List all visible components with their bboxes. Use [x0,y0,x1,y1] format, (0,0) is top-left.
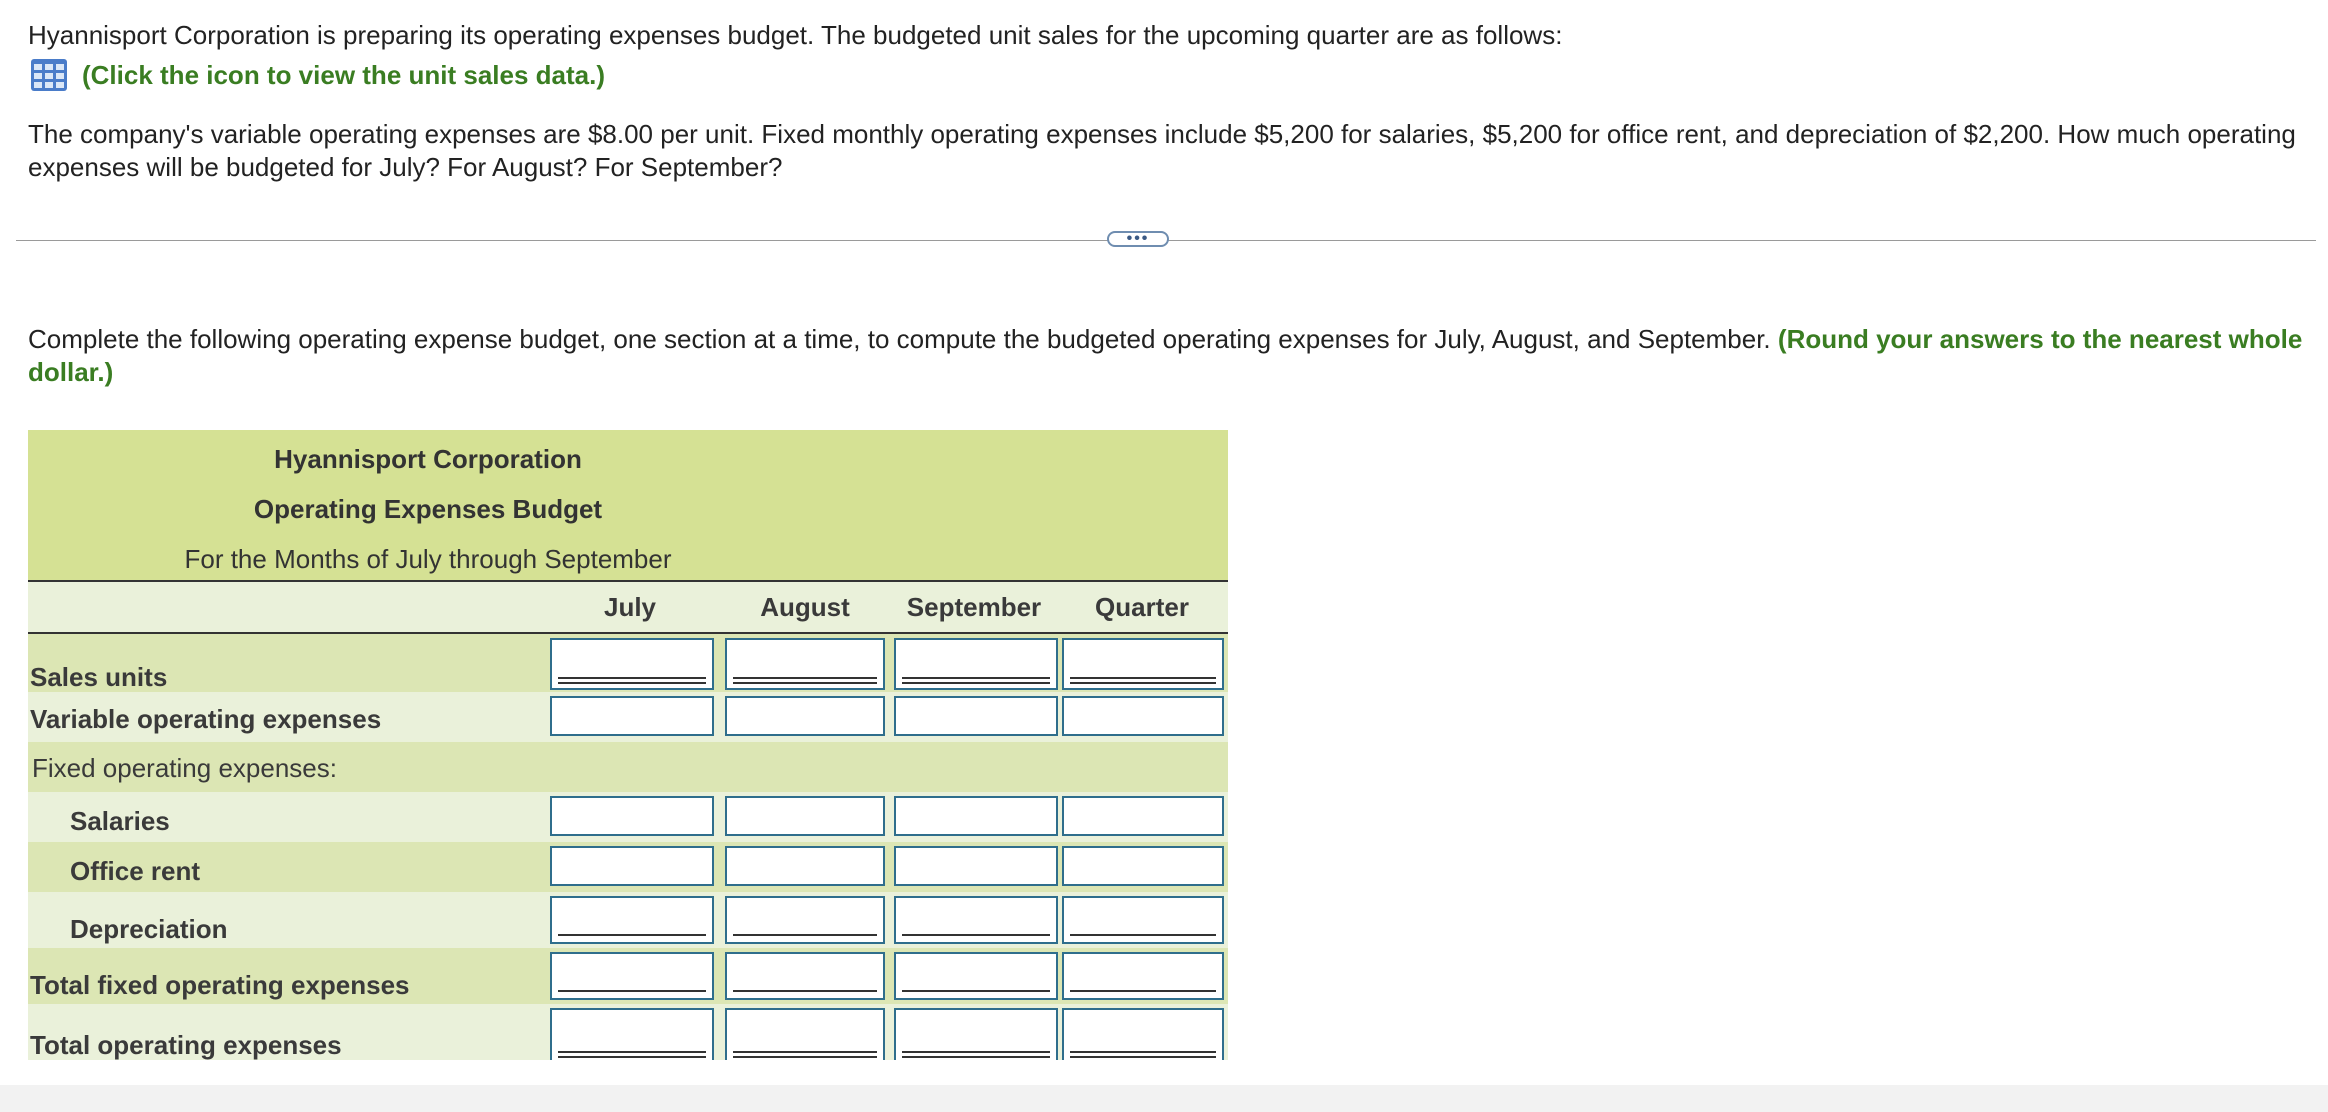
variable-expenses-august-input[interactable] [725,696,885,736]
row-label: Depreciation [70,914,228,944]
row-office-rent [28,842,1228,892]
row-label: Sales units [30,662,168,692]
row-fixed-expenses-heading [28,742,1228,792]
sales-units-august-input[interactable] [725,638,885,690]
sales-units-september-input[interactable] [894,638,1058,690]
salaries-quarter-input[interactable] [1062,796,1224,836]
budget-title: Operating Expenses Budget [253,494,603,524]
total-fixed-july-input[interactable] [550,952,714,1000]
depreciation-august-input[interactable] [725,896,885,944]
row-label: Office rent [70,856,201,886]
row-label: Total fixed operating expenses [30,970,410,1000]
row-sales-units [28,634,1228,692]
total-operating-quarter-input[interactable] [1062,1008,1224,1060]
salaries-september-input[interactable] [894,796,1058,836]
sales-units-july-input[interactable] [550,638,714,690]
budget-header [28,430,1228,582]
total-fixed-september-input[interactable] [894,952,1058,1000]
total-operating-august-input[interactable] [725,1008,885,1060]
budget-period: For the Months of July through September [184,544,672,574]
instruction-text [28,323,2308,389]
column-september: September [906,592,1042,622]
row-variable-expenses [28,692,1228,742]
row-depreciation [28,892,1228,948]
unit-sales-link-text[interactable]: (Click the icon to view the unit sales data.) [82,59,605,90]
variable-expenses-july-input[interactable] [550,696,714,736]
sales-units-quarter-input[interactable] [1062,638,1224,690]
row-salaries [28,792,1228,842]
unit-sales-data-link[interactable] [30,58,605,92]
column-quarter: Quarter [1095,592,1189,622]
column-august: August [760,592,850,622]
row-label: Fixed operating expenses: [32,753,337,783]
office-rent-september-input[interactable] [894,846,1058,886]
office-rent-quarter-input[interactable] [1062,846,1224,886]
problem-intro: Hyannisport Corporation is preparing its operating expenses budget. The budgeted unit sales for the upcoming quarter are as follows: [28,20,1563,50]
more-button[interactable]: ••• [1107,231,1169,247]
salaries-august-input[interactable] [725,796,885,836]
column-july: July [603,592,657,622]
total-fixed-quarter-input[interactable] [1062,952,1224,1000]
variable-expenses-quarter-input[interactable] [1062,696,1224,736]
depreciation-july-input[interactable] [550,896,714,944]
instruction-main: Complete the following operating expense budget, one section at a time, to compute the budgeted operating expenses for July, August, and September. [28,324,1771,354]
footer-bar [0,1085,2328,1112]
total-operating-july-input[interactable] [550,1008,714,1060]
row-total-fixed-expenses [28,948,1228,1004]
column-header-row [28,582,1228,634]
variable-expenses-september-input[interactable] [894,696,1058,736]
instruction-rounding-note: (Round your answers to the nearest whole dollar.) [28,324,2303,387]
total-operating-september-input[interactable] [894,1008,1058,1060]
depreciation-quarter-input[interactable] [1062,896,1224,944]
office-rent-august-input[interactable] [725,846,885,886]
total-fixed-august-input[interactable] [725,952,885,1000]
budget-company: Hyannisport Corporation [274,444,582,474]
office-rent-july-input[interactable] [550,846,714,886]
depreciation-september-input[interactable] [894,896,1058,944]
row-total-operating-expenses [28,1004,1228,1060]
row-label: Total operating expenses [30,1030,342,1060]
salaries-july-input[interactable] [550,796,714,836]
operating-expenses-budget [28,430,1228,1060]
row-label: Salaries [70,806,170,836]
row-label: Variable operating expenses [30,704,382,734]
problem-details: The company's variable operating expenses are $8.00 per unit. Fixed monthly operating expenses include $5,200 for salaries, $5,200 for office rent, and depreciation of $2,200. How much operating expenses will be budgeted for July? For August? For September? [28,119,2296,182]
table-grid-icon[interactable] [30,58,68,92]
